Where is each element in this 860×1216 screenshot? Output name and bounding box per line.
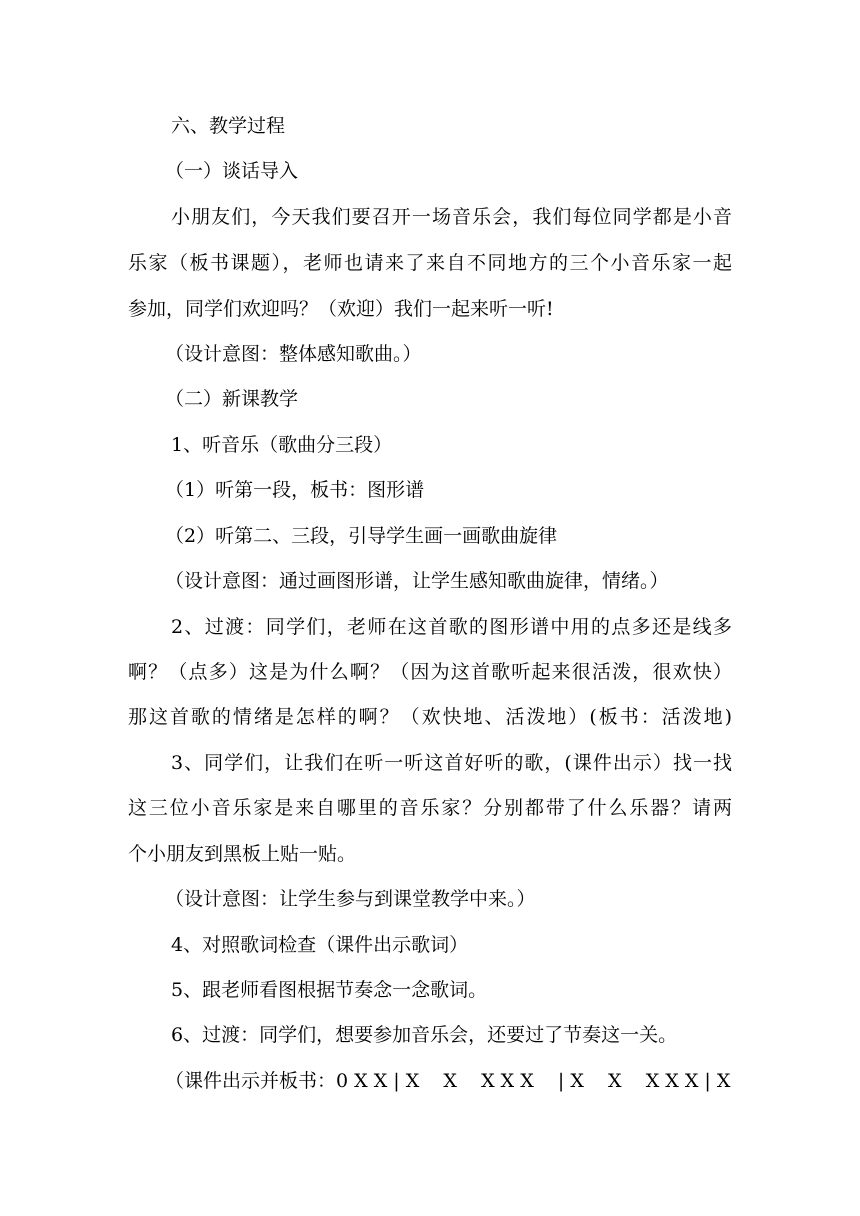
paragraph-line: 那这首歌的情绪是怎样的啊？（欢快地、活泼地）(板书：活泼地): [128, 706, 732, 728]
list-item: 5、跟老师看图根据节奏念一念歌词。: [171, 979, 488, 1001]
design-intent-note: （设计意图：通过画图形谱，让学生感知歌曲旋律，情绪。）: [165, 570, 669, 592]
list-item: 1、听音乐（歌曲分三段）: [171, 434, 393, 456]
list-item: 4、对照歌词检查（课件出示歌词）: [171, 934, 469, 956]
subsection-heading: （一）谈话导入: [165, 160, 299, 182]
paragraph-line: 这三位小音乐家是来自哪里的音乐家？分别都带了什么乐器？请两: [128, 797, 732, 819]
paragraph-line: 参加，同学们欢迎吗？（欢迎）我们一起来听一听!: [128, 298, 554, 320]
paragraph-line: 乐家（板书课题），老师也请来了来自不同地方的三个小音乐家一起: [128, 252, 732, 274]
paragraph-line: 啊？（点多）这是为什么啊？（因为这首歌听起来很活泼，很欢快）: [128, 661, 732, 683]
paragraph-line: 小朋友们，今天我们要召开一场音乐会，我们每位同学都是小音: [171, 206, 732, 228]
subsection-heading: （二）新课教学: [165, 388, 299, 410]
design-intent-note: （设计意图：让学生参与到课堂教学中来。）: [165, 888, 536, 910]
paragraph-line: 个小朋友到黑板上贴一贴。: [128, 843, 357, 865]
list-item: （2）听第二、三段，引导学生画一画歌曲旋律: [165, 525, 558, 547]
rhythm-notation-line: （课件出示并板书：0 X X | X X X X X | X X X X X | X: [165, 1070, 731, 1092]
design-intent-note: （设计意图：整体感知歌曲。）: [165, 343, 422, 365]
list-item: （1）听第一段，板书：图形谱: [165, 479, 425, 501]
list-item: 6、过渡：同学们，想要参加音乐会，还要过了节奏这一关。: [171, 1024, 678, 1046]
paragraph-line: 3、同学们，让我们在听一听这首好听的歌，(课件出示）找一找: [171, 752, 732, 774]
paragraph-line: 2、过渡：同学们，老师在这首歌的图形谱中用的点多还是线多: [171, 616, 732, 638]
section-heading: 六、教学过程: [171, 115, 286, 137]
